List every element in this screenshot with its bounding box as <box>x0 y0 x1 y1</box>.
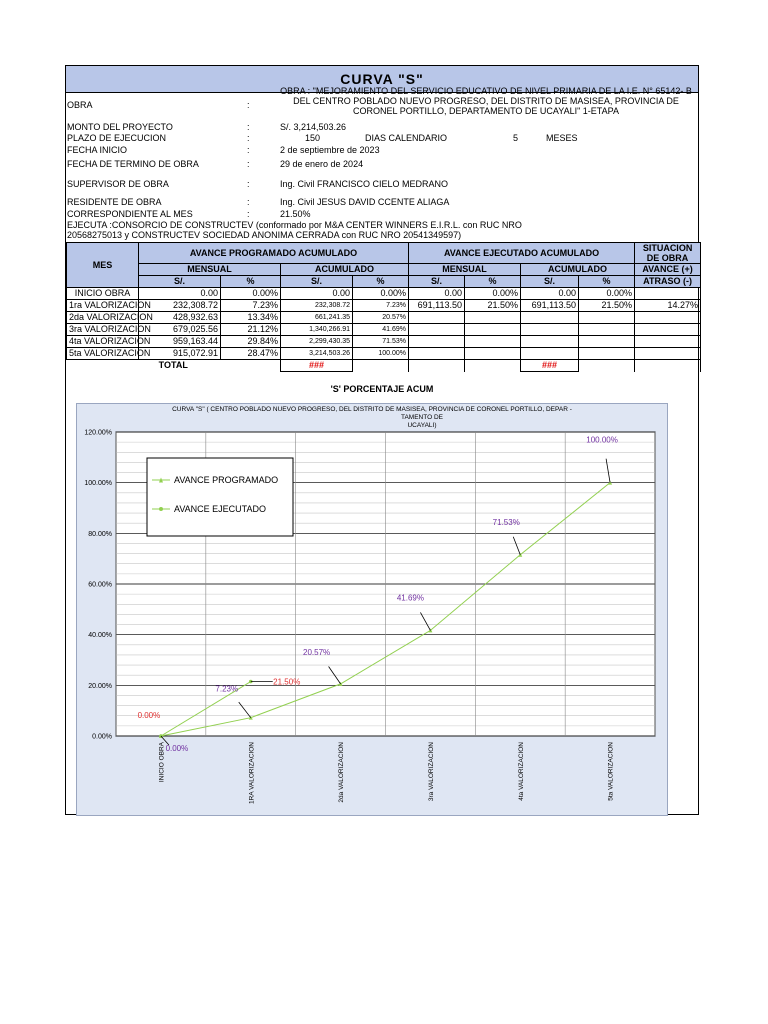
h-prog: AVANCE PROGRAMADO ACUMULADO <box>139 243 409 264</box>
cell-p-pct: 13.34% <box>221 312 281 324</box>
table-body <box>67 288 701 372</box>
x-tick-label: 1RA VALORIZACION <box>248 742 256 805</box>
ejecuta-line2: 20568275013 y CONSTRUCTEV SOCIEDAD ANONIMA CERRADA con RUC NRO 20541349597) <box>67 230 462 240</box>
cell-a-s: 661,241.35 <box>281 312 353 324</box>
plazo-colon: : <box>247 133 250 143</box>
monto-label: MONTO DEL PROYECTO <box>67 122 173 132</box>
h-situacion <box>635 243 701 264</box>
cell-e-s: 691,113.50 <box>409 300 465 312</box>
x-tick-label: 4ta VALORIZACION <box>517 742 525 801</box>
cell-e-pct: 21.50% <box>465 300 521 312</box>
cell-p-s: 0.00 <box>139 288 221 300</box>
correspondiente-colon: : <box>247 209 250 219</box>
legend-label: AVANCE EJECUTADO <box>174 504 267 514</box>
cell-p-pct: 7.23% <box>221 300 281 312</box>
cell-a-pct: 20.57% <box>353 312 409 324</box>
plazo-dias: 150 <box>305 133 321 143</box>
chart-heading: 'S' PORCENTAJE ACUM <box>330 384 434 394</box>
cell-mes: 2da VALORIZACION <box>67 312 139 324</box>
cell-mes: 1ra VALORIZACION <box>67 300 139 312</box>
data-label: 71.53% <box>492 517 520 527</box>
table-row <box>67 288 701 300</box>
termino-label: FECHA DE TERMINO DE OBRA <box>67 159 199 169</box>
total-ejec: ### <box>521 360 579 372</box>
residente-colon: : <box>247 197 250 207</box>
cell-ea-s <box>521 348 579 360</box>
data-label: 20.57% <box>303 647 331 657</box>
cell-ea-pct <box>579 348 635 360</box>
h-soles: S/. <box>409 276 465 288</box>
plazo-dias-label: DIAS CALENDARIO <box>365 133 448 143</box>
data-label: 100.00% <box>586 435 618 445</box>
h-ejec-acumulado: ACUMULADO <box>521 264 635 276</box>
h-avance: AVANCE (+) <box>635 264 701 276</box>
table-row <box>67 324 701 336</box>
cell-ea-s <box>521 324 579 336</box>
cell-e-s <box>409 336 465 348</box>
cell-e-pct <box>465 312 521 324</box>
chart-title-line1: CURVA "S" ( CENTRO POBLADO NUEVO PROGRESO, DEL DISTRITO DE MASISEA, PROVINCIA DE CORONEL PORTILLO, DEPAR - <box>172 406 572 413</box>
cell-ea-pct: 0.00% <box>579 288 635 300</box>
data-label: 41.69% <box>396 593 424 603</box>
total-prog: ### <box>281 360 353 372</box>
correspondiente-label: CORRESPONDIENTE AL MES <box>67 209 193 219</box>
inicio-colon: : <box>247 145 250 155</box>
table-row <box>67 300 701 312</box>
supervisor-colon: : <box>247 179 250 189</box>
h-soles: S/. <box>521 276 579 288</box>
curva-s-sheet <box>65 65 699 815</box>
legend-box <box>147 458 293 536</box>
h-soles: S/. <box>281 276 353 288</box>
h-soles: S/. <box>139 276 221 288</box>
x-tick-label: 2da VALORIZACION <box>338 742 346 803</box>
h-pct: % <box>579 276 635 288</box>
x-tick-label: 3ra VALORIZACION <box>427 742 435 802</box>
chart-area <box>76 403 668 816</box>
total-label: TOTAL <box>67 360 281 372</box>
inicio-value: 2 de septiembre de 2023 <box>280 145 380 155</box>
avance-table <box>66 242 701 372</box>
s-curve-chart <box>77 404 667 815</box>
cell-a-s: 3,214,503.26 <box>281 348 353 360</box>
monto-colon: : <box>247 122 250 132</box>
table-row <box>67 348 701 360</box>
cell-ea-pct: 21.50% <box>579 300 635 312</box>
supervisor-label: SUPERVISOR DE OBRA <box>67 179 169 189</box>
cell-a-pct: 71.53% <box>353 336 409 348</box>
cell-mes: 4ta VALORIZACION <box>67 336 139 348</box>
y-tick-label: 0.00% <box>92 733 112 741</box>
cell-e-s <box>409 312 465 324</box>
cell-e-pct <box>465 348 521 360</box>
cell-a-pct: 41.69% <box>353 324 409 336</box>
data-label: 0.00% <box>165 744 189 753</box>
h-pct: % <box>353 276 409 288</box>
cell-p-pct: 29.84% <box>221 336 281 348</box>
h-prog-mensual: MENSUAL <box>139 264 281 276</box>
legend-marker-circle <box>159 507 163 511</box>
residente-value: Ing. Civil JESUS DAVID CCENTE ALIAGA <box>280 197 450 207</box>
plazo-meses-label: MESES <box>546 133 578 143</box>
y-tick-label: 80.00% <box>88 530 112 538</box>
table-row <box>67 312 701 324</box>
cell-a-s: 232,308.72 <box>281 300 353 312</box>
plazo-label: PLAZO DE EJECUCION <box>67 133 167 143</box>
cell-p-s: 428,932.63 <box>139 312 221 324</box>
cell-sit <box>635 312 701 324</box>
chart-title-line3: UCAYALI) <box>407 422 437 429</box>
cell-sit: 14.27% <box>635 300 701 312</box>
h-mes: MES <box>67 243 139 288</box>
cell-ea-s: 691,113.50 <box>521 300 579 312</box>
obra-colon: : <box>247 100 250 110</box>
cell-mes: 3ra VALORIZACION <box>67 324 139 336</box>
residente-label: RESIDENTE DE OBRA <box>67 197 162 207</box>
h-prog-acumulado: ACUMULADO <box>281 264 409 276</box>
supervisor-value: Ing. Civil FRANCISCO CIELO MEDRANO <box>280 179 449 189</box>
data-label: 21.50% <box>273 677 301 687</box>
monto-value: S/. 3,214,503.26 <box>280 122 347 132</box>
cell-p-pct: 21.12% <box>221 324 281 336</box>
cell-mes: 5ta VALORIZACION <box>67 348 139 360</box>
termino-value: 29 de enero de 2024 <box>280 159 364 169</box>
page-title: CURVA "S" <box>66 66 698 93</box>
cell-e-s: 0.00 <box>409 288 465 300</box>
h-atraso: ATRASO (-) <box>635 276 701 288</box>
legend-label: AVANCE PROGRAMADO <box>174 475 279 485</box>
total-row <box>67 360 701 372</box>
cell-a-pct: 7.23% <box>353 300 409 312</box>
obra-label: OBRA <box>67 100 93 110</box>
cell-ea-pct <box>579 312 635 324</box>
correspondiente-value: 21.50% <box>280 209 311 219</box>
h-sit1: SITUACION <box>642 243 693 253</box>
cell-e-s <box>409 324 465 336</box>
obra-value: OBRA : "MEJORAMIENTO DEL SERVICIO EDUCATIVO DE NIVEL PRIMARIA DE LA I.E. N° 65142- B DEL CENTRO POBLADO NUEVO PROGRESO, DEL DISTRITO DE MASISEA, PROVINCIA DE CORONEL PORTILLO, DEPARTAMENTO DE UCAYALI" 1-ETAPA <box>280 86 692 116</box>
chart-title-line2: TAMENTO DE <box>400 414 444 421</box>
ejecuta-line1: EJECUTA :CONSORCIO DE CONSTRUCTEV (conformado por M&A CENTER WINNERS E.I.R.L. con RUC NRO <box>67 220 522 230</box>
cell-a-s: 2,299,430.35 <box>281 336 353 348</box>
h-ejec: AVANCE EJECUTADO ACUMULADO <box>409 243 635 264</box>
cell-p-s: 679,025.56 <box>139 324 221 336</box>
cell-ea-s <box>521 312 579 324</box>
cell-ea-s: 0.00 <box>521 288 579 300</box>
cell-p-s: 232,308.72 <box>139 300 221 312</box>
y-tick-label: 40.00% <box>88 632 112 640</box>
x-tick-label: INICIO OBRA <box>158 742 166 783</box>
y-tick-label: 60.00% <box>88 581 112 589</box>
cell-sit <box>635 288 701 300</box>
cell-e-pct: 0.00% <box>465 288 521 300</box>
h-pct: % <box>465 276 521 288</box>
cell-e-s <box>409 348 465 360</box>
cell-mes: INICIO OBRA <box>67 288 139 300</box>
cell-a-pct: 0.00% <box>353 288 409 300</box>
cell-a-pct: 100.00% <box>353 348 409 360</box>
cell-p-pct: 0.00% <box>221 288 281 300</box>
cell-sit <box>635 336 701 348</box>
h-ejec-mensual: MENSUAL <box>409 264 521 276</box>
y-tick-label: 100.00% <box>84 480 112 488</box>
data-label: 7.23% <box>215 684 239 694</box>
table-row <box>67 336 701 348</box>
cell-e-pct <box>465 336 521 348</box>
data-label: 0.00% <box>137 711 161 720</box>
h-pct: % <box>221 276 281 288</box>
cell-a-s: 0.00 <box>281 288 353 300</box>
cell-ea-pct <box>579 336 635 348</box>
y-tick-label: 120.00% <box>84 429 112 437</box>
cell-ea-s <box>521 336 579 348</box>
cell-e-pct <box>465 324 521 336</box>
cell-p-s: 959,163.44 <box>139 336 221 348</box>
cell-p-s: 915,072.91 <box>139 348 221 360</box>
cell-ea-pct <box>579 324 635 336</box>
cell-p-pct: 28.47% <box>221 348 281 360</box>
cell-a-s: 1,340,266.91 <box>281 324 353 336</box>
inicio-label: FECHA INICIO <box>67 145 128 155</box>
termino-colon: : <box>247 159 250 169</box>
cell-sit <box>635 348 701 360</box>
cell-sit <box>635 324 701 336</box>
h-sit2: DE OBRA <box>646 253 689 263</box>
x-tick-label: 5ta VALORIZACION <box>607 742 615 801</box>
y-tick-label: 20.00% <box>88 682 112 690</box>
plazo-meses: 5 <box>513 133 519 143</box>
